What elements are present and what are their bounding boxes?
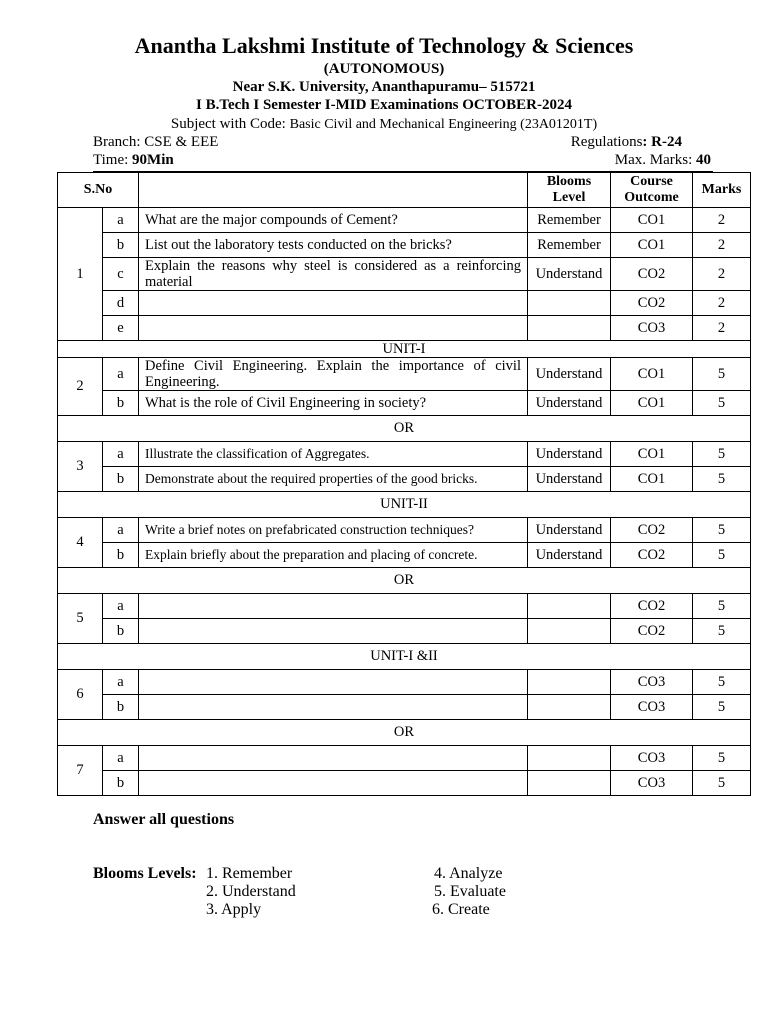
question-text: Illustrate the classification of Aggregates. xyxy=(139,442,528,467)
section-row xyxy=(58,568,751,594)
blooms-level-item: 6. Create xyxy=(432,901,490,918)
table-row xyxy=(58,543,751,568)
question-text xyxy=(139,316,528,341)
table-row xyxy=(58,670,751,695)
blooms-level xyxy=(528,594,611,619)
marks-value: 5 xyxy=(693,695,751,720)
question-text: Write a brief notes on prefabricated construction techniques? xyxy=(139,518,528,543)
marks-value: 5 xyxy=(693,518,751,543)
question-number: 2 xyxy=(58,358,103,416)
blooms-level: Understand xyxy=(528,543,611,568)
part-label: b xyxy=(103,543,139,568)
marks-value: 2 xyxy=(693,258,751,291)
question-text xyxy=(139,291,528,316)
marks-value: 2 xyxy=(693,291,751,316)
part-label: c xyxy=(103,258,139,291)
max-marks-label: Max. Marks: xyxy=(614,152,693,168)
marks-value: 5 xyxy=(693,543,751,568)
branch-line xyxy=(93,134,218,151)
question-text xyxy=(139,670,528,695)
blooms-level-item: 4. Analyze xyxy=(434,865,503,882)
course-outcome: CO1 xyxy=(611,391,693,416)
blooms-level-item: 1. Remember xyxy=(206,865,293,882)
table-row xyxy=(58,258,751,291)
course-outcome: CO3 xyxy=(611,746,693,771)
branch-value: CSE & EEE xyxy=(144,134,219,150)
question-text: Explain briefly about the preparation and placing of concrete. xyxy=(139,543,528,568)
question-text xyxy=(139,771,528,796)
course-outcome: CO1 xyxy=(611,208,693,233)
question-number: 7 xyxy=(58,746,103,796)
exam-title: I B.Tech I Semester I-MID Examinations OCTOBER-2024 xyxy=(196,97,572,113)
blooms-level-item: 3. Apply xyxy=(206,901,262,918)
course-outcome: CO3 xyxy=(611,316,693,341)
blooms-level: Remember xyxy=(528,233,611,258)
blooms-level-item: 5. Evaluate xyxy=(434,883,506,900)
course-outcome: CO1 xyxy=(611,233,693,258)
regulations-separator: : xyxy=(642,134,648,150)
table-row xyxy=(58,594,751,619)
unit-heading: UNIT-I &II xyxy=(58,644,751,670)
question-table xyxy=(57,172,751,796)
table-row xyxy=(58,771,751,796)
question-number: 4 xyxy=(58,518,103,568)
course-outcome: CO3 xyxy=(611,771,693,796)
blooms-level xyxy=(528,316,611,341)
question-text: What are the major compounds of Cement? xyxy=(139,208,528,233)
question-number: 6 xyxy=(58,670,103,720)
blooms-level: Understand xyxy=(528,442,611,467)
marks-value: 2 xyxy=(693,316,751,341)
question-text: List out the laboratory tests conducted on the bricks? xyxy=(139,233,528,258)
institute-address: Near S.K. University, Ananthapuramu– 515721 xyxy=(232,79,536,95)
blooms-level xyxy=(528,670,611,695)
course-outcome: CO1 xyxy=(611,358,693,391)
institute-name: Anantha Lakshmi Institute of Technology & Sciences xyxy=(134,33,634,58)
section-row xyxy=(58,720,751,746)
time-label: Time: xyxy=(93,152,129,168)
or-divider: OR xyxy=(58,568,751,594)
table-row xyxy=(58,518,751,543)
marks-header: Marks xyxy=(693,173,751,208)
blooms-level xyxy=(528,746,611,771)
unit-heading: UNIT-II xyxy=(58,492,751,518)
question-text: Explain the reasons why steel is considered as a reinforcing material xyxy=(139,258,528,291)
part-label: a xyxy=(103,746,139,771)
table-row xyxy=(58,442,751,467)
question-text xyxy=(139,746,528,771)
table-row xyxy=(58,208,751,233)
table-row xyxy=(58,358,751,391)
course-outcome: CO3 xyxy=(611,695,693,720)
blooms-level-item: 2. Understand xyxy=(206,883,296,900)
section-row xyxy=(58,416,751,442)
unit-heading: UNIT-I xyxy=(58,341,751,358)
part-label: a xyxy=(103,594,139,619)
or-divider: OR xyxy=(58,720,751,746)
branch-label: Branch: xyxy=(93,134,141,150)
course-outcome: CO2 xyxy=(611,518,693,543)
course-outcome: CO2 xyxy=(611,594,693,619)
part-label: a xyxy=(103,518,139,543)
table-row xyxy=(58,467,751,492)
regulations-value: R-24 xyxy=(651,134,682,150)
table-row xyxy=(58,619,751,644)
time-value: 90Min xyxy=(132,152,174,168)
section-row xyxy=(58,492,751,518)
blooms-level-header: Blooms Level xyxy=(528,173,611,208)
course-outcome: CO3 xyxy=(611,670,693,695)
part-label: b xyxy=(103,771,139,796)
question-text: Define Civil Engineering. Explain the importance of civil Engineering. xyxy=(139,358,528,391)
blooms-level xyxy=(528,291,611,316)
instruction-text: Answer all questions xyxy=(93,811,235,828)
blooms-level: Understand xyxy=(528,258,611,291)
course-outcome: CO2 xyxy=(611,258,693,291)
question-text xyxy=(139,594,528,619)
blooms-level xyxy=(528,619,611,644)
blooms-level: Remember xyxy=(528,208,611,233)
subject-value: Basic Civil and Mechanical Engineering (23A01201T) xyxy=(289,117,598,132)
question-number: 1 xyxy=(58,208,103,341)
part-label: b xyxy=(103,233,139,258)
part-label: a xyxy=(103,670,139,695)
table-row xyxy=(58,316,751,341)
marks-value: 5 xyxy=(693,619,751,644)
course-outcome: CO1 xyxy=(611,442,693,467)
section-row xyxy=(58,341,751,358)
part-label: b xyxy=(103,467,139,492)
marks-value: 5 xyxy=(693,670,751,695)
question-text: Demonstrate about the required properties of the good bricks. xyxy=(139,467,528,492)
marks-value: 5 xyxy=(693,467,751,492)
time-line xyxy=(93,152,174,169)
blooms-level xyxy=(528,771,611,796)
question-text: What is the role of Civil Engineering in society? xyxy=(139,391,528,416)
question-text xyxy=(139,695,528,720)
sno-header: S.No xyxy=(58,173,139,208)
marks-value: 5 xyxy=(693,442,751,467)
table-row xyxy=(58,391,751,416)
marks-value: 2 xyxy=(693,208,751,233)
subject-line xyxy=(0,116,768,133)
table-row xyxy=(58,695,751,720)
part-label: e xyxy=(103,316,139,341)
marks-value: 5 xyxy=(693,391,751,416)
table-header-row xyxy=(58,173,751,208)
blooms-level: Understand xyxy=(528,518,611,543)
part-label: b xyxy=(103,391,139,416)
marks-value: 5 xyxy=(693,771,751,796)
table-row xyxy=(58,746,751,771)
question-number: 3 xyxy=(58,442,103,492)
course-outcome: CO2 xyxy=(611,291,693,316)
course-outcome: CO2 xyxy=(611,543,693,568)
part-label: b xyxy=(103,695,139,720)
max-marks-line xyxy=(615,152,711,169)
marks-value: 5 xyxy=(693,746,751,771)
marks-value: 2 xyxy=(693,233,751,258)
part-label: b xyxy=(103,619,139,644)
blooms-levels-title: Blooms Levels: xyxy=(93,865,197,882)
blooms-level: Understand xyxy=(528,467,611,492)
part-label: a xyxy=(103,358,139,391)
course-outcome: CO1 xyxy=(611,467,693,492)
blooms-level: Understand xyxy=(528,391,611,416)
subject-label: Subject with Code: xyxy=(170,116,286,132)
question-header xyxy=(139,173,528,208)
blooms-level xyxy=(528,695,611,720)
marks-value: 5 xyxy=(693,594,751,619)
or-divider: OR xyxy=(58,416,751,442)
max-marks-value: 40 xyxy=(696,152,711,168)
course-outcome: CO2 xyxy=(611,619,693,644)
question-text xyxy=(139,619,528,644)
blooms-level: Understand xyxy=(528,358,611,391)
section-row xyxy=(58,644,751,670)
regulations-line xyxy=(571,134,682,151)
course-outcome-header: Course Outcome xyxy=(611,173,693,208)
marks-value: 5 xyxy=(693,358,751,391)
regulations-label: Regulations xyxy=(570,134,643,150)
part-label: a xyxy=(103,442,139,467)
table-row xyxy=(58,233,751,258)
part-label: d xyxy=(103,291,139,316)
table-row xyxy=(58,291,751,316)
question-number: 5 xyxy=(58,594,103,644)
part-label: a xyxy=(103,208,139,233)
autonomous-status: (AUTONOMOUS) xyxy=(323,61,445,77)
